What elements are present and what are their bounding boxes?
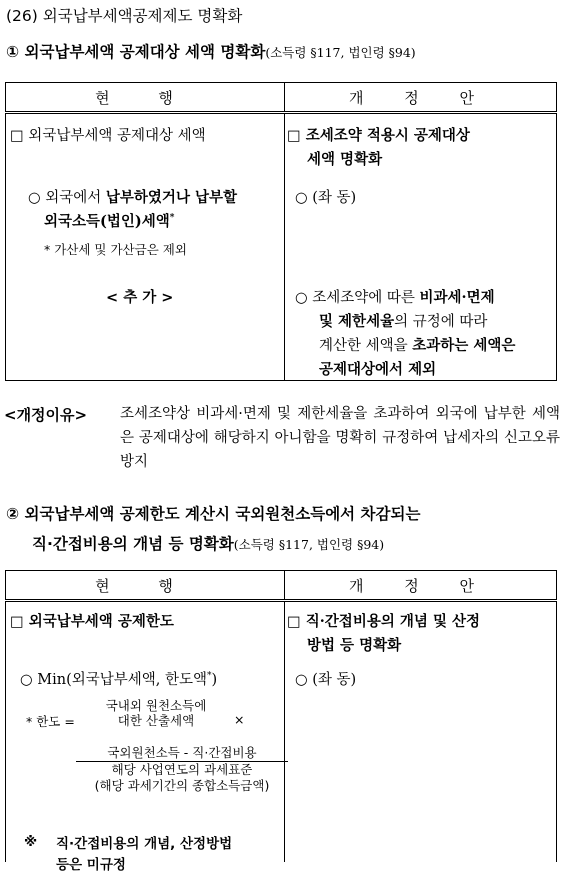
revised-bullet-line1 (295, 286, 495, 307)
section2-heading-line1: ② 외국납부세액 공제한도 계산시 국외원천소득에서 차감되는 (6, 505, 421, 523)
current-box-item-2: □ 외국납부세액 공제한도 (10, 613, 174, 630)
current-min-text: ○ Min(외국납부세액, 한도액 (20, 672, 208, 688)
col-current-header-2: 현 행 (6, 571, 285, 601)
revised-bullet-pre: ○ 조세조약에 따른 (295, 290, 420, 306)
revised-same-2: ○ (좌 동) (295, 672, 357, 688)
current-min-close: ) (211, 672, 218, 688)
section1-heading-text: ① 외국납부세액 공제대상 세액 명확화 (6, 43, 266, 61)
revised-box2-line1: □ 직·간접비용의 개념 및 산정 (287, 613, 481, 630)
revised-bullet-line3 (319, 334, 515, 355)
revised-same: ○ (좌 동) (295, 190, 357, 206)
col-current-header: 현 행 (6, 83, 285, 113)
page-title: (26) 외국납부세액공제제도 명확화 (6, 7, 243, 25)
note-line1: 직·간접비용의 개념, 산정방법 (56, 836, 233, 852)
current-box-item: □ 외국납부세액 공제대상 세액 (10, 128, 206, 144)
revised-bullet-line3-pre: 계산한 세액을 (319, 338, 413, 354)
section2-heading-line2 (32, 532, 384, 554)
current-min: ○ Min(외국납부세액, 한도액*) (20, 671, 218, 688)
fraction-1-line1: 국내외 원천소득에 (105, 698, 207, 713)
revised-bullet-bold1: 비과세·면제 (419, 289, 495, 306)
note-text (56, 834, 232, 876)
col-revised-header-2: 개 정 안 (285, 571, 557, 601)
revised-bullet-bold2: 및 제한세율 (319, 313, 395, 330)
current-bullet-bold2: 외국소득(법인)세액 (44, 213, 170, 230)
col-revised-header: 개 정 안 (285, 83, 557, 113)
revised-bullet-line4: 공제대상에서 제외 (319, 361, 437, 378)
reason-label: <개정이유> (4, 406, 88, 424)
revised-box-line2: 세액 명확화 (307, 151, 383, 168)
fraction-2-denominator-1: 해당 사업연도의 과세표준 (111, 762, 253, 777)
section1-heading (6, 40, 416, 62)
comparison-table-2 (5, 570, 557, 873)
current-add-label: < 추 가 > (106, 290, 174, 306)
revised-bullet-mid: 의 규정에 따라 (394, 314, 488, 330)
section1-ref: (소득령 §117, 법인령 §94) (265, 45, 416, 60)
fraction-2-numerator: 국외원천소득 - 직·간접비용 (107, 745, 257, 760)
current-bullet (28, 186, 237, 207)
fraction-1-line2: 대한 산출세액 (117, 713, 195, 728)
current-bullet-pre: ○ 외국에서 (28, 190, 106, 206)
current-note: * 가산세 및 가산금은 제외 (44, 242, 187, 257)
fraction-2 (76, 745, 288, 794)
revised-box-line1: □ 조세조약 적용시 공제대상 (287, 127, 470, 144)
current-bullet-bold1: 납부하였거나 납부할 (105, 189, 238, 206)
section2-heading-text: 직·간접비용의 개념 등 명확화 (32, 535, 234, 553)
revised-box2-line2: 방법 등 명확화 (307, 637, 402, 654)
limit-label: * 한도 = (26, 714, 75, 729)
revised-bullet-bold3: 초과하는 세액은 (412, 337, 516, 354)
note-line2: 등은 미규정 (56, 857, 126, 873)
section2-ref: (소득령 §117, 법인령 §94) (233, 537, 385, 552)
fraction-1 (86, 698, 226, 728)
current-bullet-line2: 외국소득(법인)세액* (44, 213, 175, 230)
fraction-2-denominator-2: (해당 과세기간의 종합소득금액) (94, 778, 270, 793)
note-mark: ※ (24, 834, 38, 850)
revised-bullet-line2 (319, 310, 487, 331)
comparison-table-1 (5, 82, 557, 381)
reason-text: 조세조약상 비과세·면제 및 제한세율을 초과하여 외국에 납부한 세액은 공제대상에 해당하지 아니함을 명확히 규정하여 납세자의 신고오류 방지 (120, 406, 560, 470)
times-sign: × (234, 712, 245, 727)
